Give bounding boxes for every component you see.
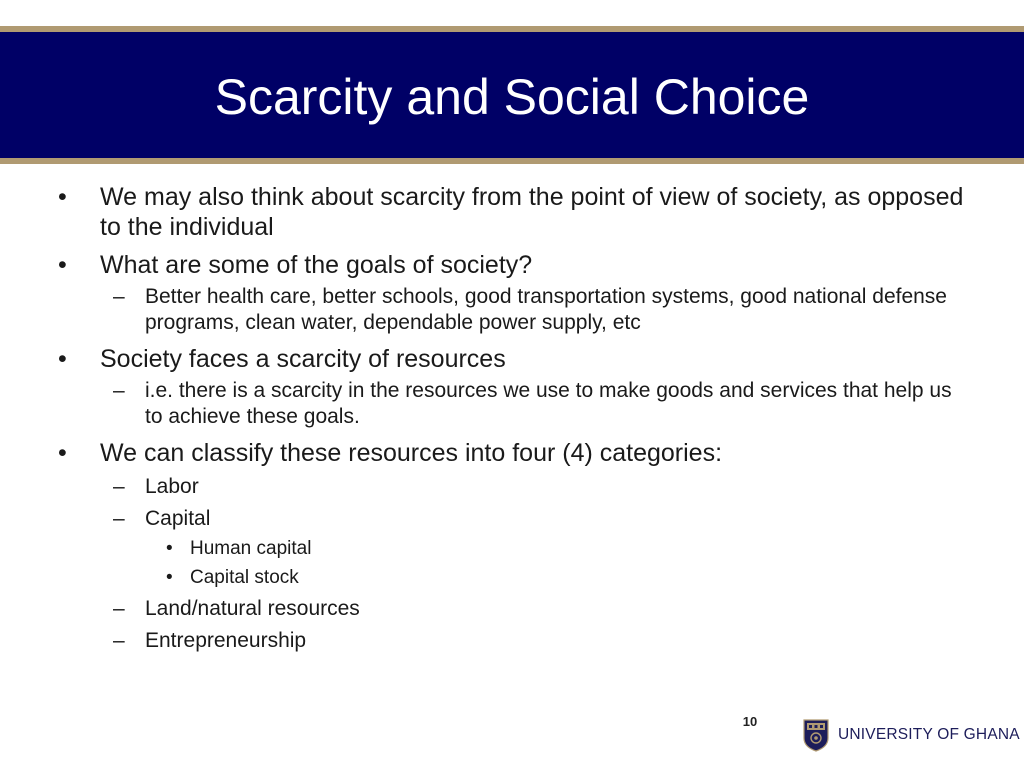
sub-bullet-item [56, 474, 966, 500]
bullet-text: We may also think about scarcity from the point of view of society, as opposed to the individual [100, 183, 964, 241]
sub-bullet-item [56, 378, 966, 430]
dash-marker: – [113, 507, 125, 530]
sub-sub-bullet-text: Human capital [190, 538, 312, 559]
sub-bullet-text: i.e. there is a scarcity in the resources we use to make goods and services that help us to achieve these goals. [145, 379, 952, 428]
sub-bullet-item [56, 596, 966, 622]
sub-bullet-item [56, 506, 966, 532]
university-crest-icon [802, 718, 830, 752]
dash-marker: – [113, 379, 125, 402]
university-name: UNIVERSITY OF GHANA [838, 726, 1020, 743]
bullet-item [56, 182, 966, 242]
slide-title: Scarcity and Social Choice [214, 69, 810, 125]
bullet-text: What are some of the goals of society? [100, 251, 533, 279]
dash-marker: – [113, 285, 125, 308]
sub-bullet-text: Land/natural resources [145, 597, 360, 620]
bullet-marker: • [166, 538, 173, 559]
bullet-text: We can classify these resources into four (4) categories: [100, 439, 723, 467]
sub-bullet-text: Entrepreneurship [145, 629, 307, 652]
bullet-marker: • [58, 345, 67, 373]
dash-marker: – [113, 597, 125, 620]
bullet-item [56, 250, 966, 280]
bullet-item [56, 344, 966, 374]
sub-bullet-text: Labor [145, 475, 199, 498]
bullet-marker: • [58, 251, 67, 279]
sub-bullet-text: Better health care, better schools, good transportation systems, good national defense programs, clean water, dependable power supply, etc [145, 285, 947, 334]
sub-bullet-item [56, 628, 966, 654]
bullet-marker: • [58, 439, 67, 467]
header-bottom-stripe [0, 158, 1024, 164]
bullet-text: Society faces a scarcity of resources [100, 345, 506, 373]
bullet-item [56, 438, 966, 468]
sub-sub-bullet-item [56, 566, 966, 590]
dash-marker: – [113, 629, 125, 652]
sub-bullet-item [56, 284, 966, 336]
bullet-list [56, 182, 966, 654]
sub-bullet-text: Capital [145, 507, 211, 530]
page-number: 10 [742, 714, 758, 729]
sub-sub-bullet-item [56, 537, 966, 561]
bullet-marker: • [58, 183, 67, 211]
university-logo [802, 718, 1020, 752]
sub-sub-bullet-text: Capital stock [190, 567, 299, 588]
dash-marker: – [113, 475, 125, 498]
bullet-marker: • [166, 567, 173, 588]
